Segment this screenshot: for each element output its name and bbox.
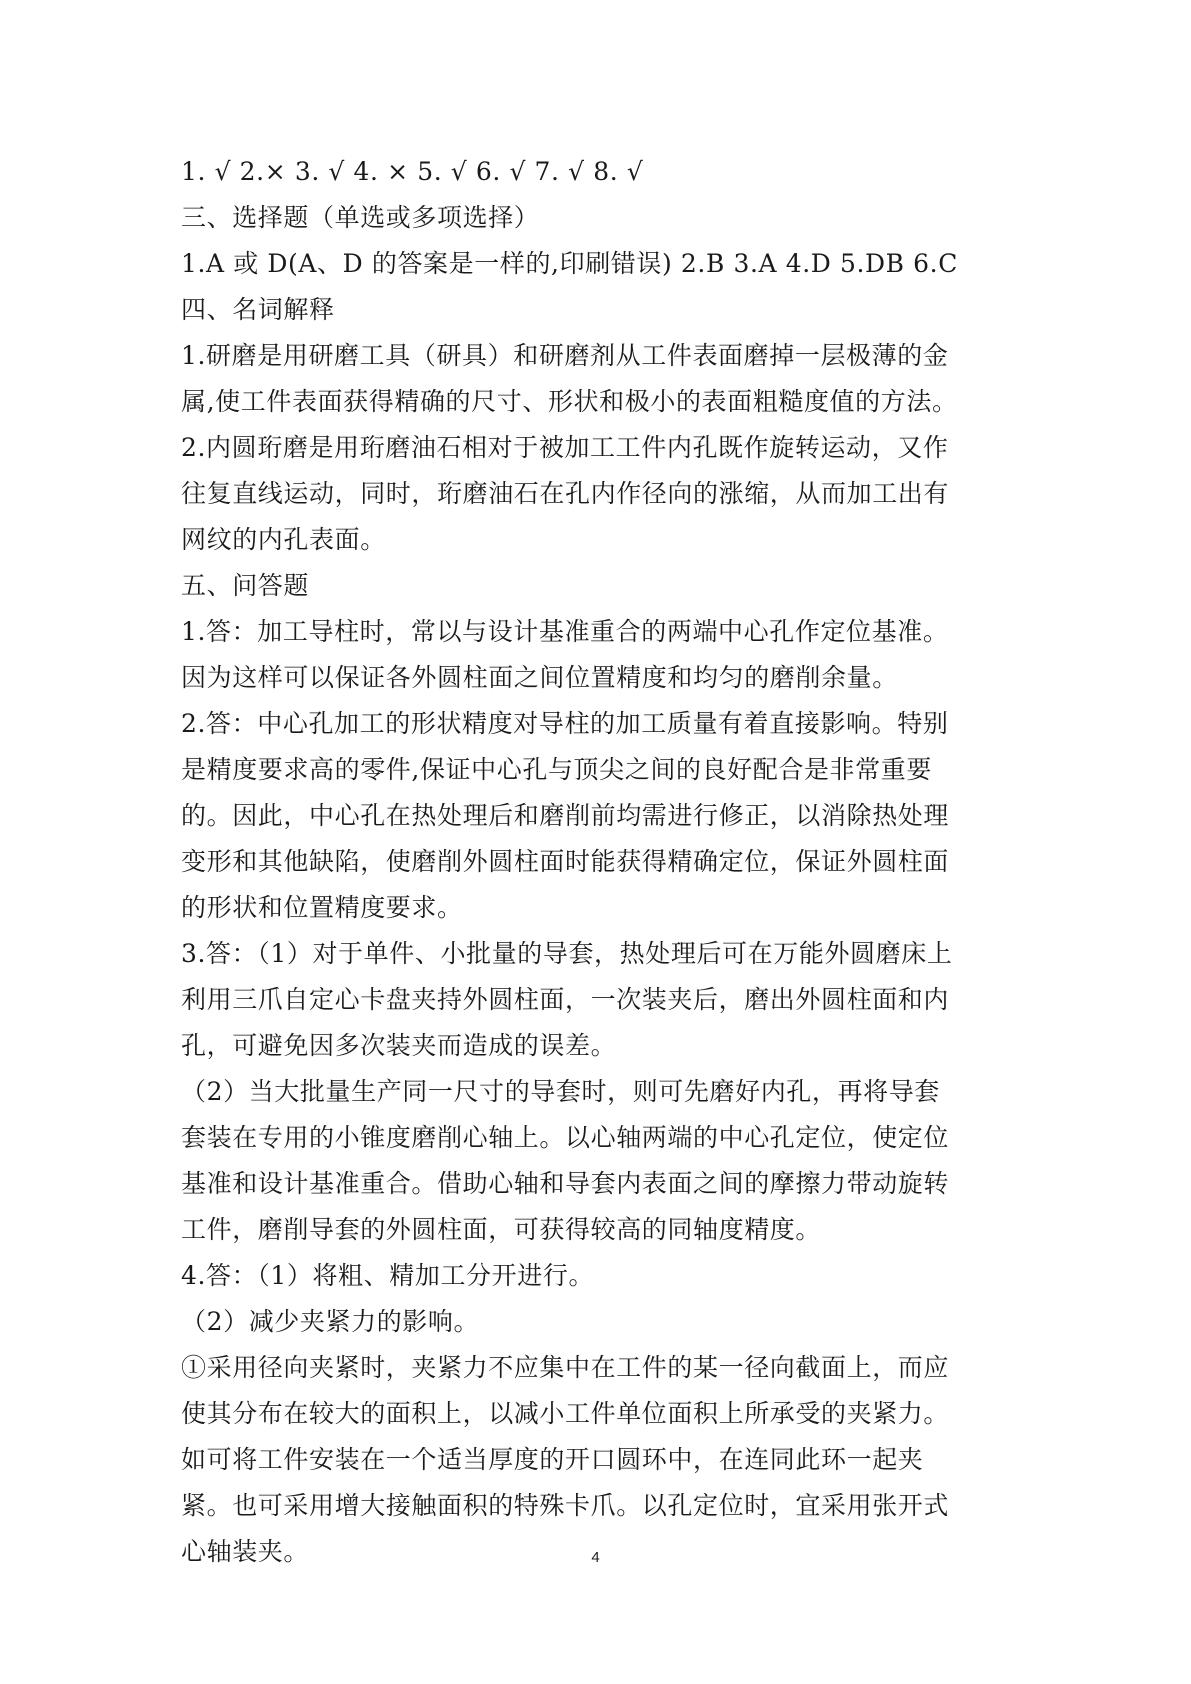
text-line: 心轴装夹。	[181, 1537, 310, 1566]
text-line: 3.答：（1）对于单件、小批量的导套，热处理后可在万能外圆磨床上	[181, 939, 953, 968]
text-line: 工件，磨削导套的外圆柱面，可获得较高的同轴度精度。	[181, 1215, 822, 1244]
text-line: 的形状和位置精度要求。	[181, 893, 463, 922]
text-line: 1.答：加工导柱时，常以与设计基准重合的两端中心孔作定位基准。	[181, 617, 949, 646]
text-line: 因为这样可以保证各外圆柱面之间位置精度和均匀的磨削余量。	[181, 663, 898, 692]
text-line: 孔，可避免因多次装夹而造成的误差。	[181, 1031, 617, 1060]
text-line: 2.答：中心孔加工的形状精度对导柱的加工质量有着直接影响。特别	[181, 709, 949, 738]
text-line: 利用三爪自定心卡盘夹持外圆柱面，一次装夹后，磨出外圆柱面和内	[181, 985, 950, 1014]
section-heading-qa: 五、问答题	[181, 571, 310, 600]
text-line: （2）当大批量生产同一尺寸的导套时，则可先磨好内孔，再将导套	[181, 1077, 940, 1106]
section-heading-terms: 四、名词解释	[181, 295, 335, 324]
text-line: 是精度要求高的零件,保证中心孔与顶尖之间的良好配合是非常重要	[181, 755, 932, 784]
page-number: 4	[591, 1549, 600, 1566]
text-line: 往复直线运动，同时，珩磨油石在孔内作径向的涨缩，从而加工出有	[181, 479, 950, 508]
text-line: 1.研磨是用研磨工具（研具）和研磨剂从工件表面磨掉一层极薄的金	[181, 341, 949, 370]
text-line: 2.内圆珩磨是用珩磨油石相对于被加工工件内孔既作旋转运动，又作	[181, 433, 949, 462]
text-line: 使其分布在较大的面积上，以减小工件单位面积上所承受的夹紧力。	[181, 1399, 950, 1428]
page-body	[181, 149, 1021, 1575]
text-line: 的。因此，中心孔在热处理后和磨削前均需进行修正，以消除热处理	[181, 801, 950, 830]
section-heading-choice: 三、选择题（单选或多项选择）	[181, 203, 540, 232]
answer-line-choice: 1.A 或 D(A、D 的答案是一样的,印刷错误) 2.B 3.A 4.D 5.DB 6.C	[181, 249, 958, 278]
text-line: 紧。也可采用增大接触面积的特殊卡爪。以孔定位时，宜采用张开式	[181, 1491, 950, 1520]
answer-line-true-false: 1. √ 2.× 3. √ 4. × 5. √ 6. √ 7. √ 8. √	[181, 157, 644, 186]
text-line: 套装在专用的小锥度磨削心轴上。以心轴两端的中心孔定位，使定位	[181, 1123, 950, 1152]
text-line: ①采用径向夹紧时，夹紧力不应集中在工件的某一径向截面上，而应	[181, 1353, 950, 1382]
text-line: 网纹的内孔表面。	[181, 525, 386, 554]
text-line: 变形和其他缺陷，使磨削外圆柱面时能获得精确定位，保证外圆柱面	[181, 847, 950, 876]
text-line: 如可将工件安装在一个适当厚度的开口圆环中，在连同此环一起夹	[181, 1445, 924, 1474]
text-line: 属,使工件表面获得精确的尺寸、形状和极小的表面粗糙度值的方法。	[181, 387, 958, 416]
text-line: 基准和设计基准重合。借助心轴和导套内表面之间的摩擦力带动旋转	[181, 1169, 950, 1198]
text-line: （2）减少夹紧力的影响。	[181, 1307, 480, 1336]
text-line: 4.答：（1）将粗、精加工分开进行。	[181, 1261, 595, 1290]
